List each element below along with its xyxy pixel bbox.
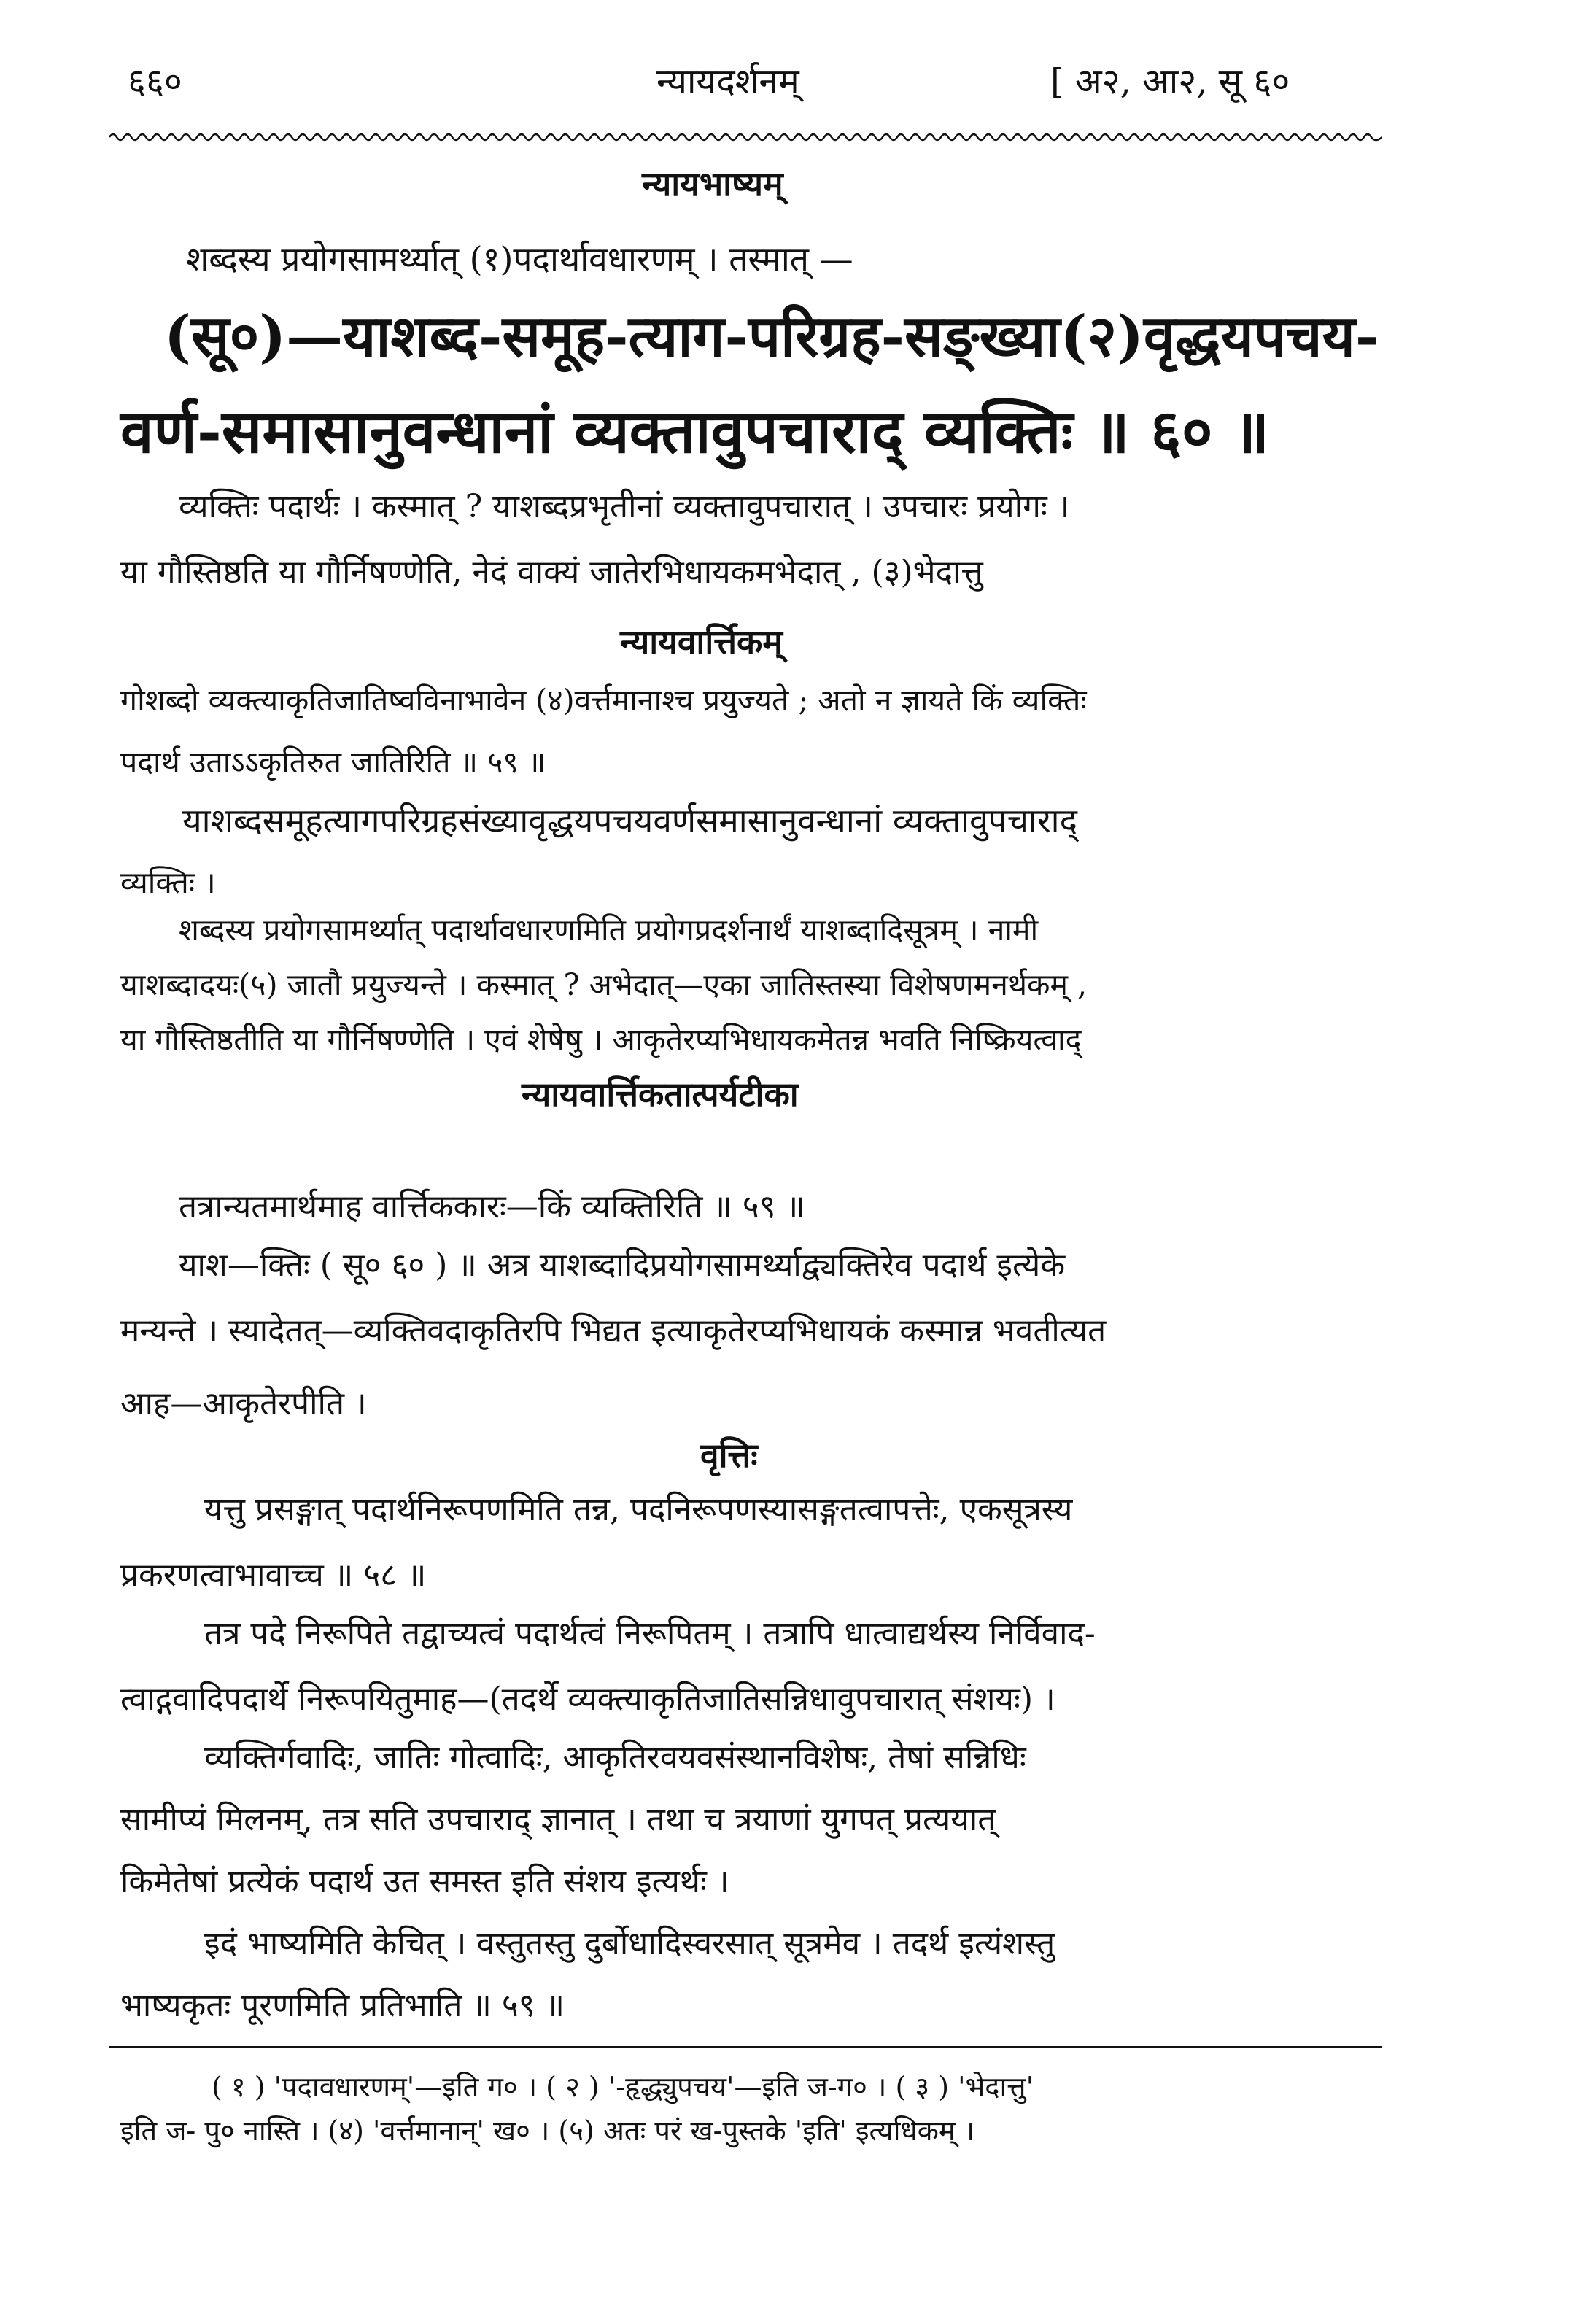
vritti-p3-line-2: सामीप्यं मिलनम्, तत्र सति उपचाराद् ज्ञानात् । तथा च त्रयाणां युगपत् प्रत्ययात् (120, 1801, 996, 1838)
tika-p1: तत्रान्यतमार्थमाह वार्त्तिककारः—किं व्यक्तिरिति ॥ ५९ ॥ (179, 1188, 805, 1225)
vartika-p2-line-2: व्यक्तिः । (120, 865, 216, 900)
vritti-p4-line-1: इदं भाष्यमिति केचित् । वस्तुतस्तु दुर्बोधादिस्वरसात् सूत्रमेव । तदर्थ इत्यंशस्तु (204, 1925, 1055, 1962)
heading-vritti: वृत्तिः (700, 1436, 758, 1475)
vritti-p4-line-2: भाष्यकृतः पूरणमिति प्रतिभाति ॥ ५९ ॥ (120, 1987, 565, 2024)
heading-nyayabhashya: न्यायभाष्यम् (642, 164, 783, 204)
vritti-p3-line-3: किमेतेषां प्रत्येकं पदार्थ उत समस्त इति संशय इत्यर्थः । (120, 1863, 729, 1900)
vartika-p1-line-1: गोशब्दो व्यक्त्याकृतिजातिष्वविनाभावेन (४)वर्त्तमानाश्च प्रयुज्यते ; अतो न ज्ञायते किं व्यक्तिः (120, 683, 1087, 718)
heading-tatparyatika: न्यायवार्त्तिकतात्पर्यटीका (522, 1074, 799, 1114)
chapter-reference: [ अ२, आ२, सू ६० (1050, 61, 1290, 102)
vartika-p3-line-2: याशब्दादयः(५) जातौ प्रयुज्यन्ते । कस्मात् ? अभेदात्—एका जातिस्तस्या विशेषणमनर्थकम् , (120, 967, 1088, 1002)
vritti-p3-line-1: व्यक्तिर्गवादिः, जातिः गोत्वादिः, आकृतिरवयवसंस्थानविशेषः, तेषां सन्निधिः (204, 1739, 1026, 1776)
vartika-p3-line-3: या गौस्तिष्ठतीति या गौर्निषण्णेति । एवं शेषेषु । आकृतेरप्यभिधायकमेतन्न भवति निष्क्रियत्वाद् (120, 1022, 1082, 1057)
bhashya-para-line-1: व्यक्तिः पदार्थः । कस्मात् ? याशब्दप्रभृतीनां व्यक्तावुपचारात् । उपचारः प्रयोगः । (179, 488, 1070, 525)
vartika-p2-line-1: याशब्दसमूहत्यागपरिग्रहसंख्यावृद्धयपचयवर्णसमासानुवन्धानां व्यक्तावुपचाराद् (182, 801, 1077, 840)
footnote-line-2: इति ज- पु० नास्ति । (४) 'वर्त्तमानान्' ख० । (५) अतः परं ख-पुस्तके 'इति' इत्यधिकम् । (120, 2115, 975, 2147)
tika-p2-line-2: मन्यन्ते । स्यादेतत्—व्यक्तिवदाकृतिरपि भिद्यत इत्याकृतेरप्यभिधायकं कस्मान्न भवतीत्यत (120, 1312, 1107, 1349)
vritti-p1-line-1: यत्तु प्रसङ्गात् पदार्थनिरूपणमिति तन्न, पदनिरूपणस्यासङ्गतत्वापत्तेः, एकसूत्रस्य (204, 1491, 1073, 1528)
heading-nyayavartika: न्यायवार्त्तिकम् (620, 622, 783, 662)
vritti-p2-line-1: तत्र पदे निरूपिते तद्वाच्यत्वं पदार्थत्वं निरूपितम् । तत्रापि धात्वाद्यर्थस्य निर्विवाद- (204, 1615, 1096, 1652)
vritti-p1-line-2: प्रकरणत्वाभावाच्च ॥ ५८ ॥ (120, 1557, 427, 1594)
tika-p2-line-1: याश—क्तिः ( सू० ६० ) ॥ अत्र याशब्दादिप्रयोगसामर्थ्याद्व्यक्तिरेव पदार्थ इत्येके (179, 1247, 1066, 1284)
bhashya-para-line-2: या गौस्तिष्ठति या गौर्निषण्णेति, नेदं वाक्यं जातेरभिधायकमभेदात् , (३)भेदात्तु (120, 554, 983, 591)
vritti-p2-line-2: त्वाद्गवादिपदार्थे निरूपयितुमाह—(तदर्थे व्यक्त्याकृतिजातिसन्निधावुपचारात् संशयः) । (120, 1681, 1055, 1718)
sutra-line-2: वर्ण-समासानुवन्धानां व्यक्तावुपचाराद् व्यक्तिः ॥ ६० ॥ (120, 397, 1270, 467)
page-number: ६६० (128, 61, 182, 102)
running-title: न्यायदर्शनम् (656, 61, 799, 102)
vartika-p3-line-1: शब्दस्य प्रयोगसामर्थ्यात् पदार्थावधारणमिति प्रयोगप्रदर्शनार्थं याशब्दादिसूत्रम् । नामी (179, 913, 1039, 948)
tika-p2-line-3: आह—आकृतेरपीति । (120, 1385, 367, 1422)
footnote-rule (109, 2046, 1382, 2048)
header-wavy-rule (109, 130, 1382, 144)
footnote-line-1: ( १ ) 'पदावधारणम्'—इति ग० । ( २ ) '-हृद्ध्युपचय'—इति ज-ग० । ( ३ ) 'भेदात्तु' (212, 2071, 1034, 2103)
sutra-line-1: (सू०)—याशब्द-समूह-त्याग-परिग्रह-सङ्ख्या(२)वृद्धयपचय- (164, 303, 1379, 370)
vartika-p1-line-2: पदार्थ उताऽऽकृतिरुत जातिरिति ॥ ५९ ॥ (120, 745, 546, 780)
bhashya-intro: शब्दस्य प्रयोगसामर्थ्यात् (१)पदार्थावधारणम् । तस्मात् — (186, 239, 853, 279)
